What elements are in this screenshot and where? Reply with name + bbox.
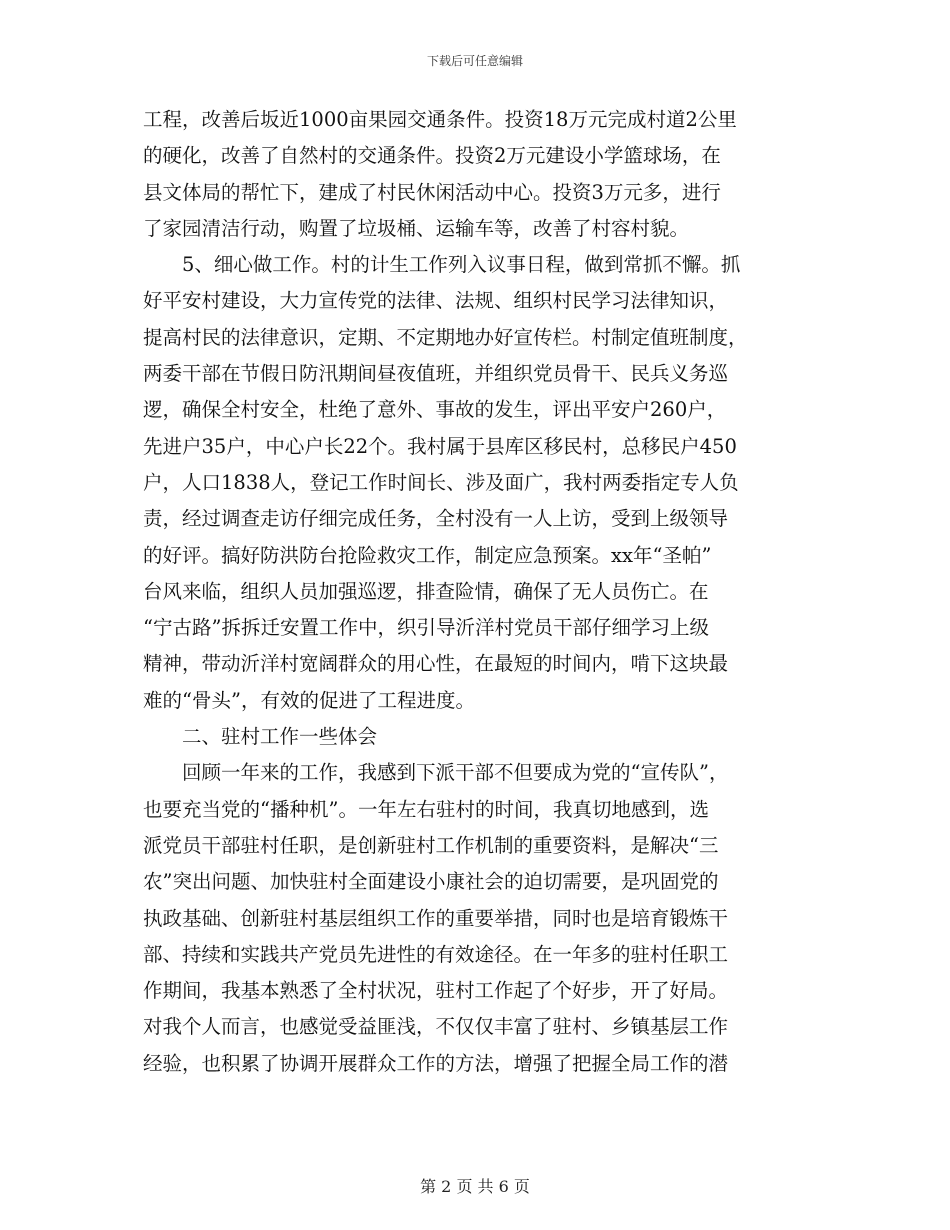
text-line: 了家园清洁行动，购置了垃圾桶、运输车等，改善了村容村貌。 (143, 216, 690, 240)
text-line: 的硬化，改善了自然村的交通条件。投资2万元建设小学篮球场，在 (143, 144, 721, 168)
section-heading: 二、驻村工作一些体会 (143, 725, 378, 749)
text-line: “宁古路”拆拆迁安置工作中，织引导沂洋村党员干部仔细学习上级 (143, 616, 709, 640)
text-line: 逻，确保全村安全，杜绝了意外、事故的发生，评出平安户260户， (143, 398, 727, 422)
text-line: 好平安村建设，大力宣传党的法律、法规、组织村民学习法律知识， (143, 289, 729, 313)
text-line: 部、持续和实践共产党员先进性的有效途径。在一年多的驻村任职工 (143, 942, 729, 966)
text-line: 两委干部在节假日防汛期间昼夜值班，并组织党员骨干、民兵义务巡 (143, 362, 729, 386)
text-line: 的好评。搞好防洪防台抢险救灾工作，制定应急预案。xx年“圣帕” (143, 543, 712, 567)
text-line: 对我个人而言，也感觉受益匪浅，不仅仅丰富了驻村、乡镇基层工作 (143, 1015, 729, 1039)
text-line: 经验，也积累了协调开展群众工作的方法，增强了把握全局工作的潜 (143, 1051, 729, 1075)
text-line: 台风来临，组织人员加强巡逻，排查险情，确保了无人员伤亡。在 (143, 579, 709, 603)
text-line: 户，人口1838人，登记工作时间长、涉及面广，我村两委指定专人负 (143, 470, 739, 494)
text-line: 先进户35户，中心户长22个。我村属于县库区移民村，总移民户450 (143, 434, 737, 458)
text-line: 5、细心做工作。村的计生工作列入议事日程，做到常抓不懈。抓 (143, 253, 741, 277)
text-line: 提高村民的法律意识，定期、不定期地办好宣传栏。村制定值班制度， (143, 325, 748, 349)
text-line: 执政基础、创新驻村基层组织工作的重要举措，同时也是培育锻炼干 (143, 906, 729, 930)
page-number: 第 2 页 共 6 页 (420, 1177, 530, 1196)
text-line: 县文体局的帮忙下，建成了村民休闲活动中心。投资3万元多，进行 (143, 180, 721, 204)
text-line: 也要充当党的“播种机”。一年左右驻村的时间，我真切地感到，选 (143, 797, 709, 821)
page-header: 下载后可任意编辑 (426, 54, 523, 68)
text-line: 精神，带动沂洋村宽阔群众的用心性，在最短的时间内，啃下这块最 (143, 652, 729, 676)
text-line: 责，经过调查走访仔细完成任务，全村没有一人上访，受到上级领导 (143, 507, 729, 531)
body-text (143, 102, 815, 1082)
text-line: 作期间，我基本熟悉了全村状况，驻村工作起了个好步，开了好局。 (143, 979, 729, 1003)
text-line: 工程，改善后坂近1000亩果园交通条件。投资18万元完成村道2公里 (143, 108, 737, 131)
text-line: 回顾一年来的工作，我感到下派干部不但要成为党的“宣传队”， (143, 761, 729, 785)
text-line: 农”突出问题、加快驻村全面建设小康社会的迫切需要，是巩固党的 (143, 870, 719, 894)
text-line: 派党员干部驻村任职，是创新驻村工作机制的重要资料，是解决“三 (143, 833, 719, 857)
text-line: 难的“骨头”，有效的促进了工程进度。 (143, 688, 475, 712)
